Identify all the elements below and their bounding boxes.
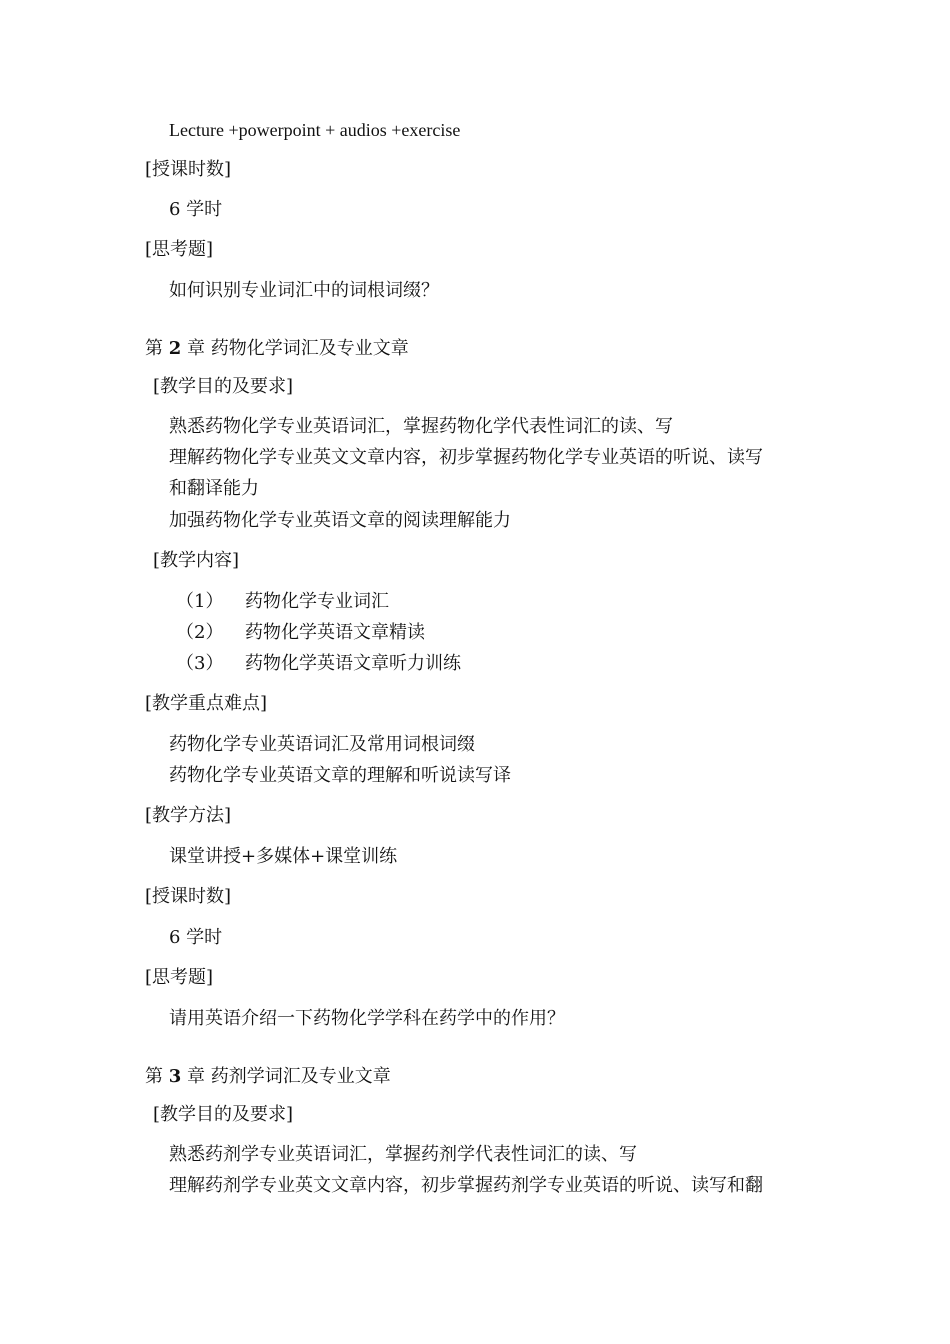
chapter-number: 2 — [168, 338, 182, 359]
chapter-title-prefix: 第 — [145, 338, 163, 359]
question-heading: [思考题] — [145, 967, 214, 988]
hours-heading: [授课时数] — [145, 886, 232, 907]
hours-value: 6 学时 — [169, 199, 223, 220]
content-item-text: 药物化学专业词汇 — [245, 591, 389, 612]
chapter-number: 3 — [168, 1066, 182, 1087]
content-item-text: 药物化学英语文章精读 — [245, 622, 425, 643]
method-text: 课堂讲授+多媒体+课堂训练 — [169, 846, 398, 867]
goal-item: 加强药物化学专业英语文章的阅读理解能力 — [169, 510, 511, 531]
content-item-text: 药物化学英语文章听力训练 — [245, 653, 461, 674]
chapter-title-suffix: 章 药物化学词汇及专业文章 — [187, 338, 409, 359]
question-heading: [思考题] — [145, 239, 214, 260]
chapter-title — [145, 337, 409, 361]
goals-heading: [教学目的及要求] — [153, 1104, 294, 1125]
hours-value: 6 学时 — [169, 927, 223, 948]
hours-heading: [授课时数] — [145, 159, 232, 180]
goals-heading: [教学目的及要求] — [153, 376, 294, 397]
chapter-title-prefix: 第 — [145, 1066, 163, 1087]
key-point-item: 药物化学专业英语词汇及常用词根词缀 — [169, 734, 475, 755]
goal-item: 理解药物化学专业英文文章内容，初步掌握药物化学专业英语的听说、读写 — [169, 447, 763, 468]
goal-item: 熟悉药剂学专业英语词汇，掌握药剂学代表性词汇的读、写 — [169, 1144, 637, 1165]
key-points-heading: [教学重点难点] — [145, 693, 268, 714]
content-heading: [教学内容] — [153, 550, 240, 571]
content-item-number: （3） — [176, 653, 224, 674]
question-text: 如何识别专业词汇中的词根词缀？ — [169, 280, 439, 301]
teaching-method-en: Lecture +powerpoint + audios +exercise — [169, 120, 461, 140]
question-text: 请用英语介绍一下药物化学学科在药学中的作用？ — [169, 1008, 565, 1029]
key-point-item: 药物化学专业英语文章的理解和听说读写译 — [169, 765, 511, 786]
content-item-number: （1） — [176, 591, 224, 612]
goal-item: 理解药剂学专业英文文章内容，初步掌握药剂学专业英语的听说、读写和翻 — [169, 1175, 763, 1196]
chapter-title — [145, 1065, 391, 1089]
method-heading: [教学方法] — [145, 805, 232, 826]
goal-item: 熟悉药物化学专业英语词汇，掌握药物化学代表性词汇的读、写 — [169, 416, 673, 437]
goal-item: 和翻译能力 — [169, 478, 259, 499]
chapter-title-suffix: 章 药剂学词汇及专业文章 — [187, 1066, 391, 1087]
content-item-number: （2） — [176, 622, 224, 643]
